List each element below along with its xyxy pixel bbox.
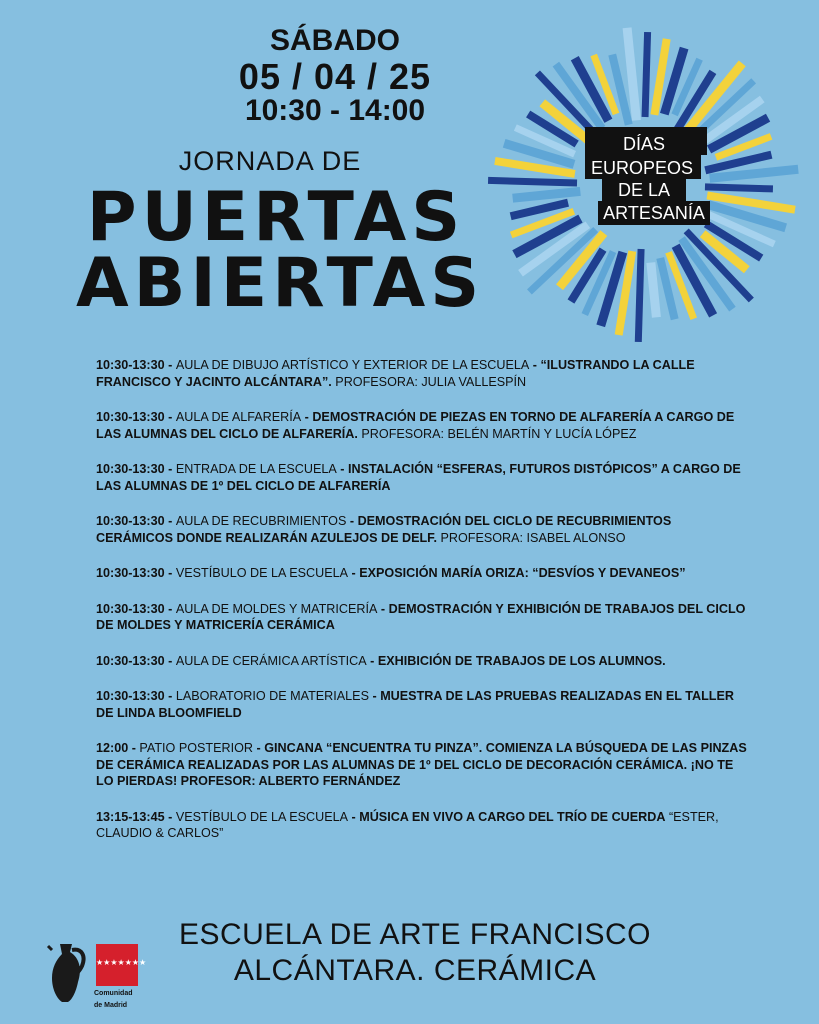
separator: - (164, 689, 176, 703)
event-time: 10:30-13:30 (96, 653, 165, 668)
schedule-item (96, 653, 751, 670)
event-time: 13:15-13:45 (96, 809, 165, 824)
event-time: 10:30-13:30 (96, 601, 165, 616)
event-title: DEMOSTRACIÓN DEL CICLO DE RECUBRIMIENTOS CERÁMICOS DONDE REALIZARÁN AZULEJOS DE DELF. (96, 514, 672, 545)
event-place: VESTÍBULO DE LA ESCUELA (175, 809, 349, 824)
event-time: 10:30-13:30 (96, 358, 165, 372)
badge-line-1: DÍAS (622, 134, 666, 154)
separator: - (164, 410, 176, 424)
event-title: MÚSICA EN VIVO A CARGO DEL TRÍO DE CUERDA (359, 809, 666, 824)
separator: - (164, 809, 176, 824)
event-title: DEMOSTRACIÓN Y EXHIBICIÓN DE TRABAJOS DEL CICLO DE MOLDES Y MATRICERÍA CERÁMICA (96, 601, 746, 632)
badge-line-3: DE LA (617, 180, 671, 200)
event-time: 10:30-13:30 (96, 410, 165, 424)
separator: - (529, 358, 541, 372)
separator: - (164, 462, 176, 476)
dias-europeos-artesania-logo (484, 26, 802, 344)
separator: - (348, 566, 360, 580)
separator: - (128, 741, 140, 755)
event-place: AULA DE DIBUJO ARTÍSTICO Y EXTERIOR DE LA ESCUELA (175, 358, 530, 372)
title-line-2: ABIERTAS (76, 244, 485, 323)
event-title: EXHIBICIÓN DE TRABAJOS DE LOS ALUMNOS. (377, 653, 666, 668)
schedule-item (96, 740, 751, 790)
burst-ray (513, 191, 581, 198)
separator: - (164, 358, 176, 372)
ceramic-vase-logo (46, 942, 90, 1004)
badge-line-2: EUROPEOS (590, 158, 694, 178)
comunidad-de-madrid-logo (94, 944, 147, 1010)
event-place: AULA DE ALFARERÍA (175, 410, 302, 424)
event-title: DEMOSTRACIÓN DE PIEZAS EN TORNO DE ALFARERÍA A CARGO DE LAS ALUMNAS DEL CICLO DE ALFARERÍA. (96, 410, 735, 441)
separator: - (346, 514, 358, 528)
burst-ray (710, 169, 799, 178)
event-title: INSTALACIÓN “ESFERAS, FUTUROS DISTÓPICOS” A CARGO DE LAS ALUMNAS DE 1º DEL CICLO DE ALFARERÍA (96, 462, 741, 493)
event-place: AULA DE RECUBRIMIENTOS (175, 514, 347, 528)
separator: - (377, 601, 389, 616)
event-day: SÁBADO (269, 24, 400, 57)
separator: - (164, 514, 176, 528)
event-title: GINCANA “ENCUENTRA TU PINZA”. COMIENZA LA BÚSQUEDA DE LAS PINZAS DE CERÁMICA REALIZADAS POR LAS ALUMNAS DE 1º DEL CICLO DE DECORACIÓN CERÁMICA. ¡NO TE LO PIERDAS! PROFESOR: ALBERTO FERNÁNDEZ (96, 741, 747, 788)
separator: - (164, 601, 176, 616)
separator: - (368, 689, 381, 703)
event-place: AULA DE CERÁMICA ARTÍSTICA (175, 653, 367, 668)
event-extra: PROFESORA: JULIA VALLESPÍN (331, 374, 527, 389)
event-date: 05 / 04 / 25 (238, 56, 432, 97)
madrid-stars: ★★★★★★★ (96, 958, 147, 967)
schedule-item (96, 513, 751, 546)
separator: - (164, 566, 176, 580)
event-title: MUESTRA DE LAS PRUEBAS REALIZADAS EN EL TALLER DE LINDA BLOOMFIELD (96, 689, 734, 720)
schedule-item (96, 409, 751, 442)
burst-ray (651, 263, 657, 318)
badge-line-4: ARTESANÍA (603, 203, 705, 223)
event-time: 10:30-13:30 (96, 514, 165, 528)
event-time: 10:30-13:30 (96, 689, 165, 703)
event-time: 10:30 - 14:00 (244, 94, 426, 127)
event-title: “ILUSTRANDO LA CALLE FRANCISCO Y JACINTO ALCÁNTARA”. (96, 358, 695, 389)
event-extra: “ESTER, CLAUDIO & CARLOS” (96, 809, 719, 840)
schedule-list (96, 357, 751, 861)
separator: - (164, 653, 176, 668)
schedule-item (96, 565, 751, 582)
burst-ray (645, 32, 648, 117)
schedule-item (96, 357, 751, 390)
event-place: ENTRADA DE LA ESCUELA (175, 462, 337, 476)
burst-ray (488, 180, 577, 183)
schedule-item (96, 601, 751, 634)
separator: - (301, 410, 313, 424)
burst-ray (705, 187, 773, 189)
subtitle: JORNADA DE (178, 146, 362, 176)
event-place: VESTÍBULO DE LA ESCUELA (175, 566, 349, 580)
schedule-item (96, 688, 751, 721)
event-place: PATIO POSTERIOR (139, 741, 254, 755)
event-extra: PROFESORA: BELÉN MARTÍN Y LUCÍA LÓPEZ (357, 426, 637, 441)
schedule-item (96, 461, 751, 494)
separator: - (336, 462, 349, 476)
event-place: AULA DE MOLDES Y MATRICERÍA (175, 601, 378, 616)
burst-ray (705, 155, 771, 171)
separator: - (348, 809, 360, 824)
madrid-label-line-1: Comunidad (94, 990, 133, 997)
separator: - (366, 653, 378, 668)
schedule-item (96, 809, 751, 842)
event-time: 10:30-13:30 (96, 462, 165, 476)
event-time: 12:00 (96, 741, 129, 755)
title-line-1: PUERTAS (86, 178, 466, 257)
event-title: EXPOSICIÓN MARÍA ORIZA: “DESVÍOS Y DEVANEOS” (359, 566, 686, 580)
madrid-label-line-2: de Madrid (94, 1002, 128, 1009)
separator: - (253, 741, 265, 755)
school-name-line-1: ESCUELA DE ARTE FRANCISCO (178, 918, 652, 951)
burst-ray (638, 249, 641, 342)
madrid-flag (96, 944, 147, 986)
event-place: LABORATORIO DE MATERIALES (175, 689, 369, 703)
event-extra: PROFESORA: ISABEL ALONSO (436, 530, 626, 545)
event-time: 10:30-13:30 (96, 566, 165, 580)
school-name-line-2: ALCÁNTARA. CERÁMICA (233, 954, 597, 987)
